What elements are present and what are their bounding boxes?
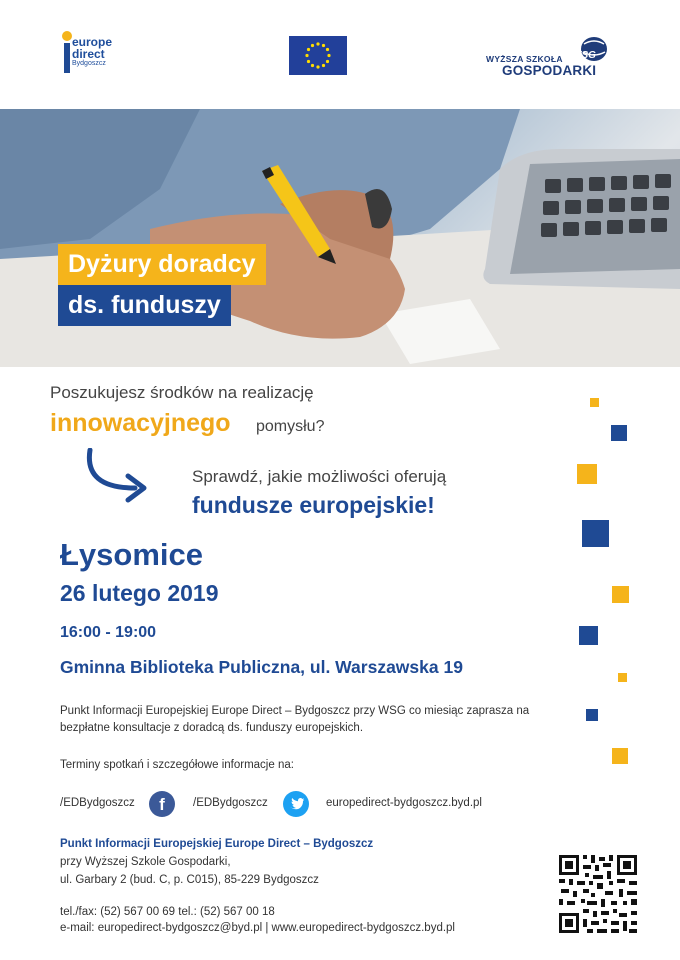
footer-line1: przy Wyższej Szkole Gospodarki, [60,856,231,868]
curved-arrow-icon [80,448,155,503]
suggest-line1: Sprawdź, jakie możliwości oferują [192,467,447,486]
facebook-link[interactable]: /EDBydgoszcz [60,797,135,809]
decor-square [586,709,598,721]
decor-square [577,464,597,484]
wsg-badge-text: WSG [572,50,596,61]
writing-hand-photo-icon [0,109,680,367]
event-description: Punkt Informacji Europejskiej Europe Direct – Bydgoszcz przy WSG co miesiąc zaprasza na bezpłatne konsultacje z doradcą ds. funduszy europejskich. [60,705,530,734]
decor-square [618,673,627,682]
twitter-link[interactable]: /EDBydgoszcz [193,797,268,809]
question-end: pomysłu? [256,418,325,435]
event-city: Łysomice [60,537,204,572]
suggest-line2: fundusze europejskie! [192,492,435,518]
decor-square [611,425,627,441]
hero-photo [0,109,680,367]
footer-line3: tel./fax: (52) 567 00 69 tel.: (52) 567 00 18 [60,906,275,918]
eu-flag-logo [289,36,347,75]
wsg-line1: WYŻSZA SZKOŁA [486,54,563,64]
decor-square [590,398,599,407]
qr-code-icon [557,853,639,935]
event-time: 16:00 - 19:00 [60,624,157,641]
footer-line4: e-mail: europedirect-bydgoszcz@byd.pl | www.europedirect-bydgoszcz.byd.pl [60,922,455,934]
footer-line2: ul. Garbary 2 (bud. C, p. C015), 85-229 Bydgoszcz [60,874,319,886]
qr-code[interactable] [557,853,639,935]
decor-square [582,520,609,547]
wsg-line2: GOSPODARKI [502,63,597,78]
decor-square [612,748,628,764]
wsg-logo [480,36,620,80]
info-label: Terminy spotkań i szczegółowe informacje na: [60,759,294,771]
hero-title-line2: ds. funduszy [58,285,231,326]
footer-org-name: Punkt Informacji Europejskiej Europe Direct – Bydgoszcz [60,838,374,850]
europe-direct-word1: europe [72,35,113,49]
hero-title-line1: Dyżury doradcy [58,244,266,285]
event-place: Gminna Biblioteka Publiczna, ul. Warszawska 19 [60,657,463,677]
question-highlight: innowacyjnego [50,409,231,437]
website-link[interactable]: europedirect-bydgoszcz.byd.pl [326,797,482,809]
question-line1: Poszukujesz środków na realizację [50,383,314,402]
twitter-icon[interactable] [283,791,309,817]
decor-square [579,626,598,645]
event-date: 26 lutego 2019 [60,580,219,606]
facebook-icon[interactable]: f [149,791,175,817]
europe-direct-city: Bydgoszcz [72,60,106,67]
europe-direct-logo [60,30,120,80]
eu-stars-icon [289,36,347,75]
europe-direct-word2: direct [72,47,105,61]
decor-square [612,586,629,603]
